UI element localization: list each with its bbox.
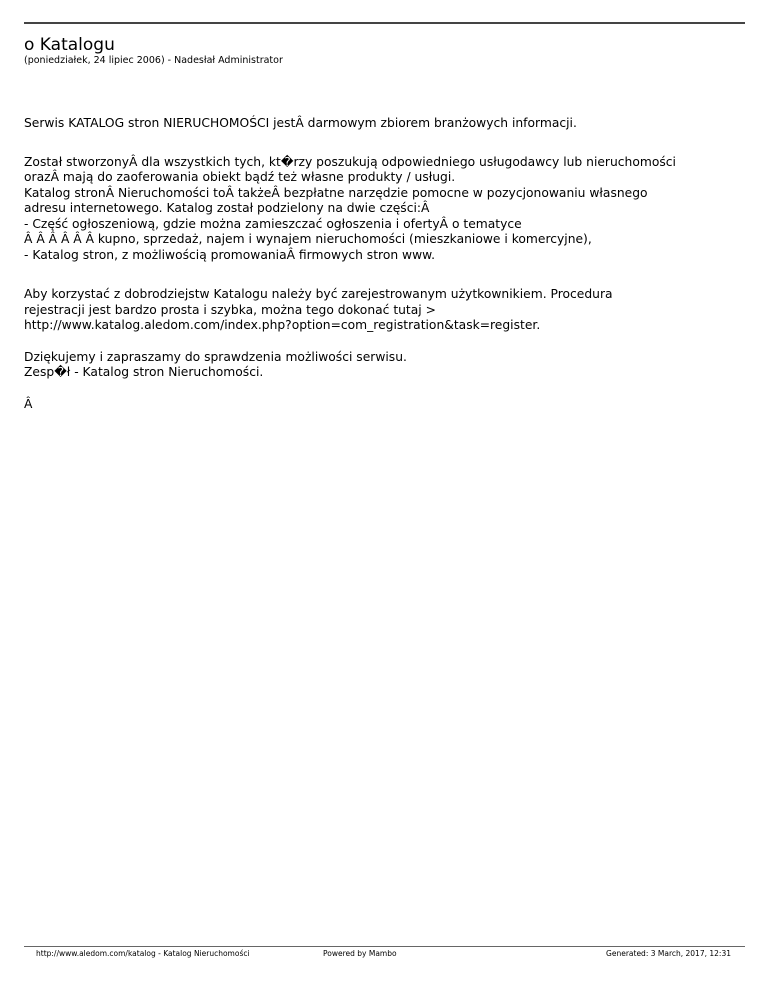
paragraph-stray-char bbox=[24, 397, 739, 413]
paragraph-closing bbox=[24, 350, 739, 381]
footer-site-url: http://www.aledom.com/katalog - Katalog Nieruchomości bbox=[36, 949, 250, 958]
footer-divider bbox=[24, 946, 745, 947]
text-line: Dziękujemy i zapraszamy do sprawdzenia możliwości serwisu. bbox=[24, 349, 407, 364]
article-title: o Katalogu bbox=[24, 35, 115, 55]
text-line: rejestracji jest bardzo prosta i szybka, można tego dokonać tutaj > bbox=[24, 302, 436, 317]
paragraph-intro bbox=[24, 116, 739, 132]
text-line: Serwis KATALOG stron NIERUCHOMOŚCI jestÂ darmowym zbiorem branżowych informacji. bbox=[24, 116, 577, 130]
text-line: Zesp�ł - Katalog stron Nieruchomości. bbox=[24, 365, 264, 379]
footer-generated-date: Generated: 3 March, 2017, 12:31 bbox=[606, 949, 731, 958]
text-line: orazÂ mają do zaoferowania obiekt bądź też własne produkty / usługi. bbox=[24, 170, 456, 184]
text-line: Â Â Â Â Â Â kupno, sprzedaż, najem i wynajem nieruchomości (mieszkaniowe i komercyjne), bbox=[24, 232, 592, 246]
footer-powered-by: Powered by Mambo bbox=[323, 949, 397, 958]
registration-url: http://www.katalog.aledom.com/index.php?option=com_registration&task=register. bbox=[24, 318, 541, 332]
text-line: Â bbox=[24, 396, 33, 411]
text-line: - Katalog stron, z możliwością promowaniaÂ firmowych stron www. bbox=[24, 247, 436, 262]
text-line: Aby korzystać z dobrodziejstw Katalogu należy być zarejestrowanym użytkownikiem. Procedura bbox=[24, 287, 613, 301]
paragraph-registration bbox=[24, 287, 739, 334]
text-line: Katalog stronÂ Nieruchomości toÂ takżeÂ bezpłatne narzędzie pomocne w pozycjonowaniu własnego bbox=[24, 185, 648, 200]
text-line: - Część ogłoszeniową, gdzie można zamieszczać ogłoszenia i ofertyÂ o tematyce bbox=[24, 216, 522, 231]
text-line: Został stworzonyÂ dla wszystkich tych, kt�rzy poszukują odpowiedniego usługodawcy lub nieruchomości bbox=[24, 154, 676, 169]
text-line: adresu internetowego. Katalog został podzielony na dwie części:Â bbox=[24, 201, 430, 215]
article-meta: (poniedziałek, 24 lipiec 2006) - Nadesłał Administrator bbox=[24, 55, 283, 66]
paragraph-description bbox=[24, 155, 739, 264]
header-divider bbox=[24, 22, 745, 24]
article-body bbox=[24, 116, 739, 412]
